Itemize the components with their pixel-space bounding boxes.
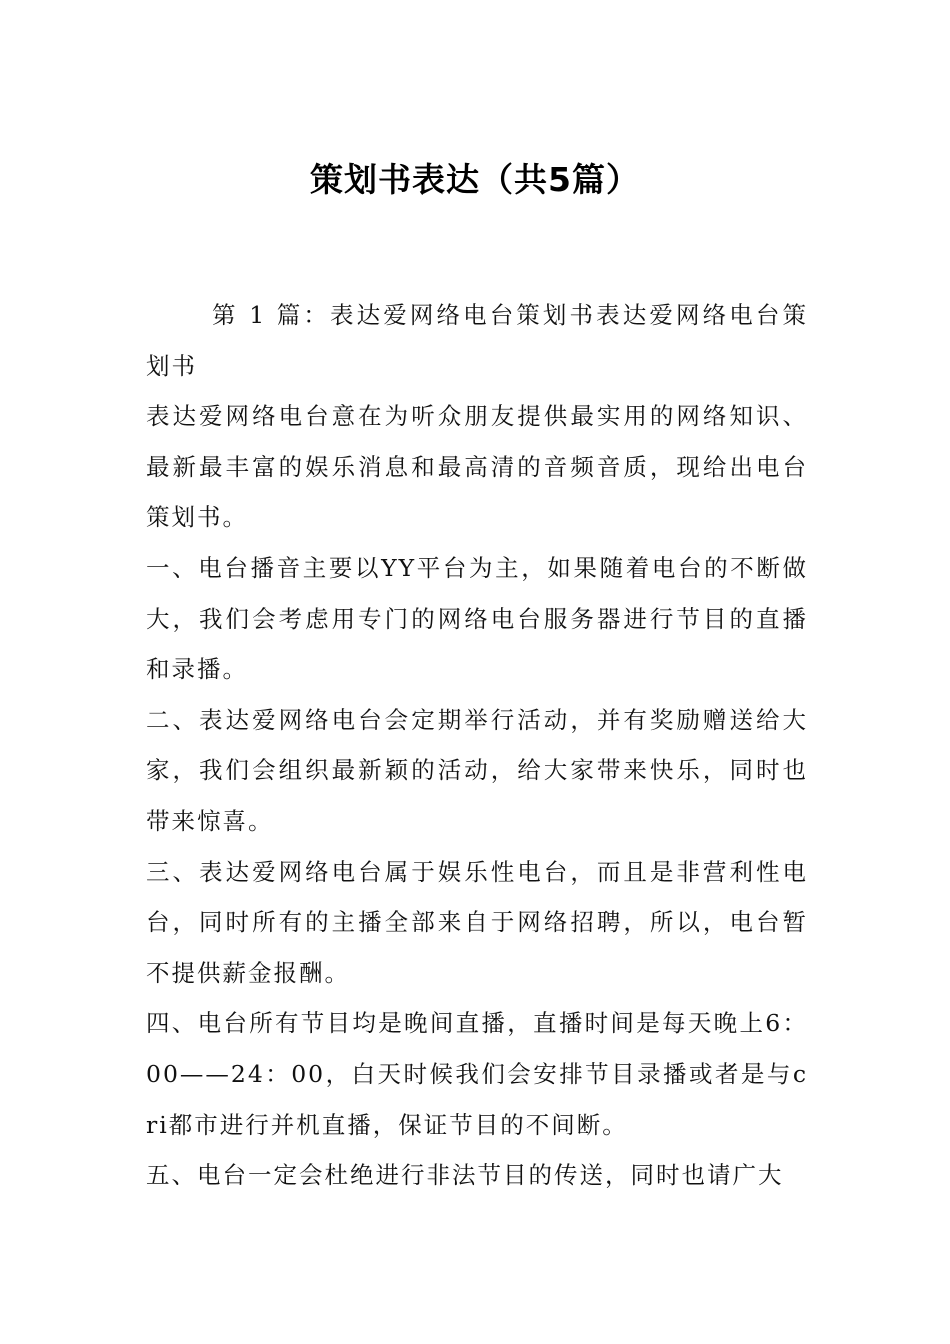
paragraph-item-1: 一、电台播音主要以YY平台为主，如果随着电台的不断做大，我们会考虑用专门的网络电台服务器进行节目的直播和录播。 — [146, 553, 808, 684]
chapter-heading: 第 1 篇：表达爱网络电台策划书表达爱网络电台策划书 — [146, 301, 808, 380]
paragraph-item-5: 五、电台一定会杜绝进行非法节目的传送，同时也请广大 — [146, 1161, 784, 1190]
document-body — [146, 290, 808, 1201]
document-title: 策划书表达（共5篇） — [310, 160, 640, 199]
paragraph-intro: 表达爱网络电台意在为听众朋友提供最实用的网络知识、最新最丰富的娱乐消息和最高清的音频音质，现给出电台策划书。 — [146, 402, 808, 532]
paragraph-item-4: 四、电台所有节目均是晚间直播，直播时间是每天晚上6：00——24：00，白天时候我们会安排节目录播或者是与cri都市进行并机直播，保证节目的不间断。 — [146, 1009, 808, 1139]
paragraph-item-2: 二、表达爱网络电台会定期举行活动，并有奖励赠送给大家，我们会组织最新颖的活动，给大家带来快乐，同时也带来惊喜。 — [146, 705, 808, 835]
paragraph-item-3: 三、表达爱网络电台属于娱乐性电台，而且是非营利性电台，同时所有的主播全部来自于网络招聘，所以，电台暂不提供薪金报酬。 — [146, 857, 808, 987]
